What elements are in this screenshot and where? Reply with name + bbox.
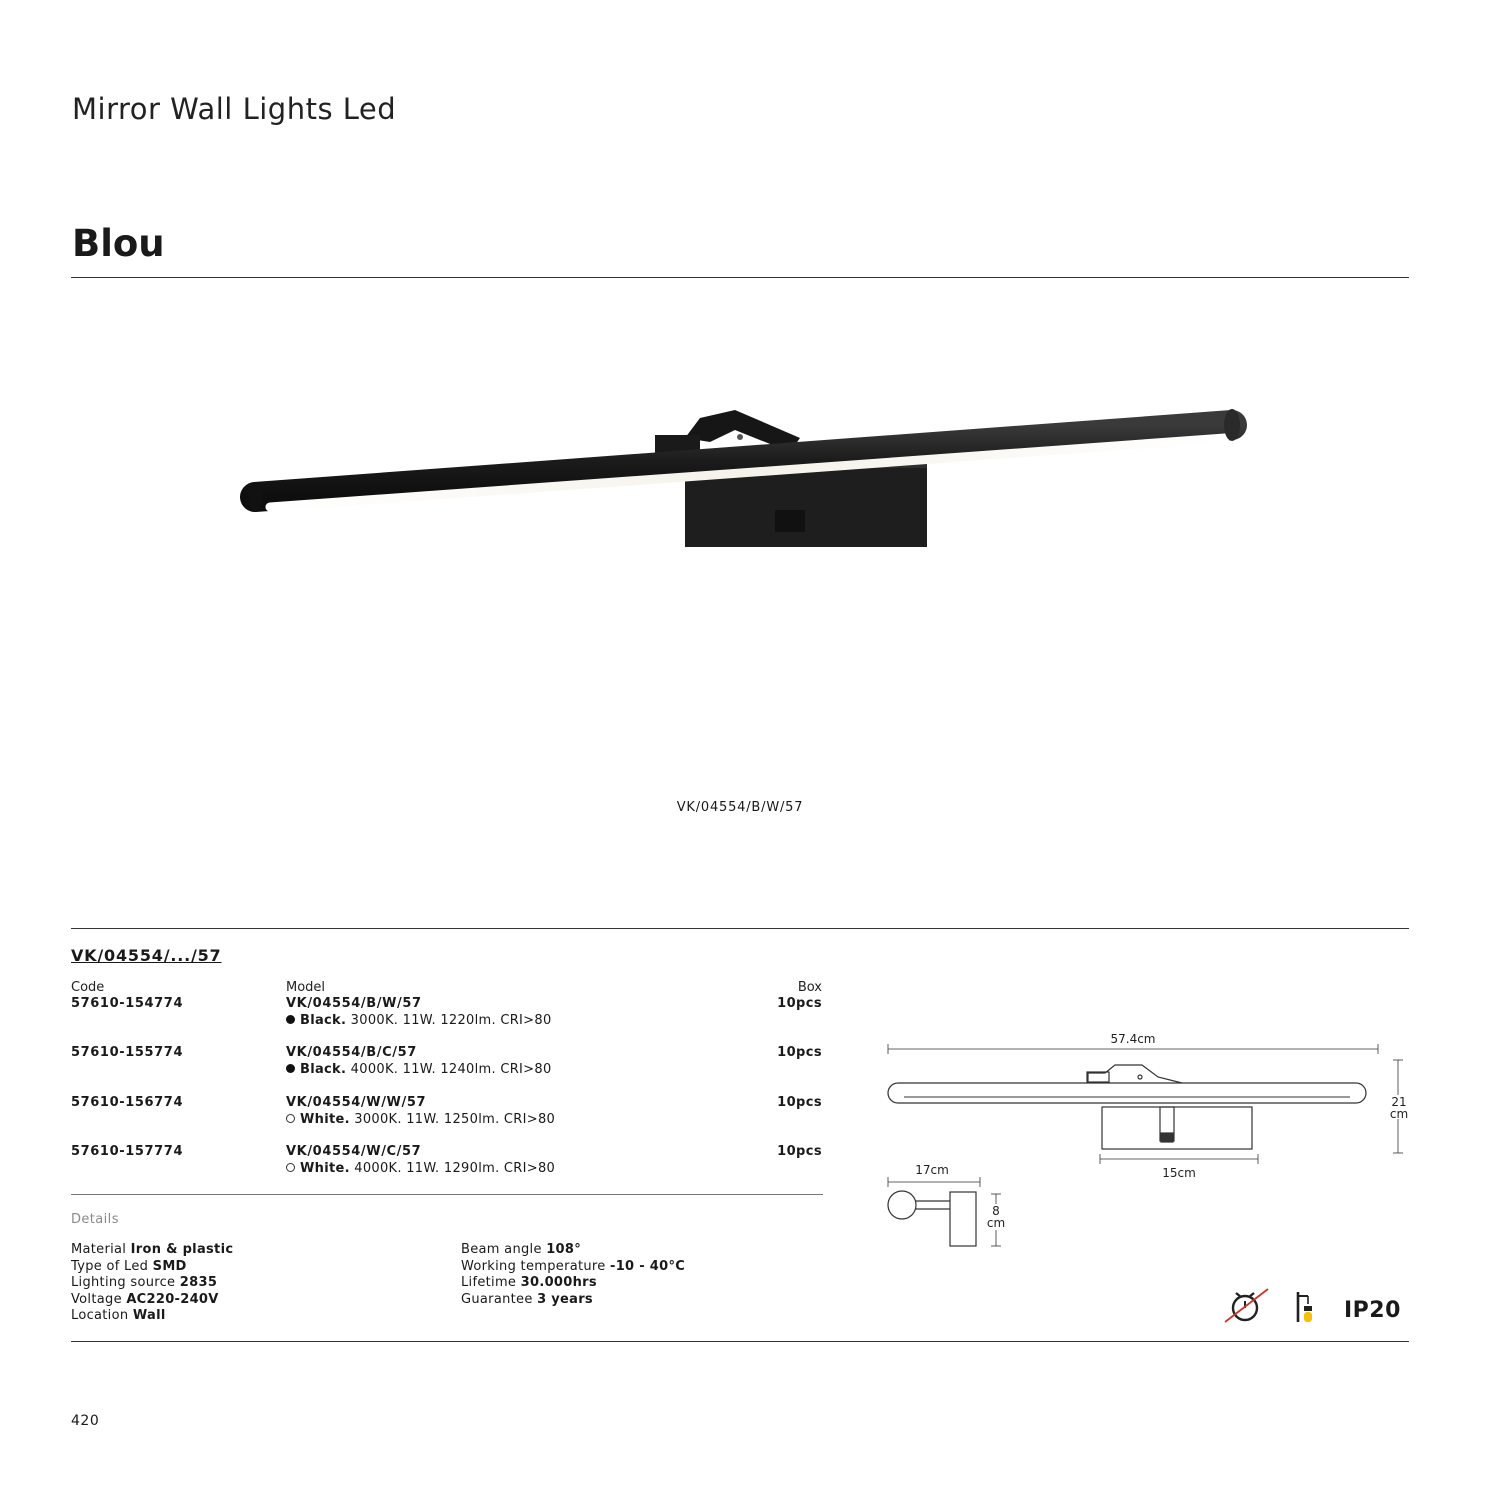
table-row-model: VK/04554/W/W/57 [286,1095,427,1110]
page-number: 420 [71,1413,100,1429]
table-row-code: 57610-155774 [71,1045,184,1060]
color-name: White. [300,1161,350,1176]
details-left-column [71,1242,233,1325]
table-row-box: 10pcs [777,996,822,1011]
light-spec: 4000K. 11W. 1290lm. CRI>80 [354,1161,556,1176]
table-row-description [286,1112,555,1127]
light-spec: 3000K. 11W. 1220lm. CRI>80 [350,1013,552,1028]
dim-base-width-label: 15cm [1162,1166,1196,1180]
no-dimmer-icon [1222,1286,1270,1326]
color-dot-black [286,1015,295,1024]
table-row-model: VK/04554/B/C/57 [286,1045,417,1060]
dim-height-unit: cm [1389,1107,1409,1121]
color-name: Black. [300,1062,347,1077]
series-code: VK/04554/.../57 [71,946,222,965]
details-right-column [461,1242,685,1308]
table-row-code: 57610-154774 [71,996,184,1011]
table-row-box: 10pcs [777,1144,822,1159]
table-bottom-divider [71,1194,823,1195]
dim-base-height-number: 8 [992,1204,1000,1218]
light-spec: 4000K. 11W. 1240lm. CRI>80 [350,1062,552,1077]
spec-location: Location Wall [71,1308,166,1323]
table-row-model: VK/04554/W/C/57 [286,1144,422,1159]
ip-rating: IP20 [1344,1298,1401,1323]
dim-depth-label: 17cm [915,1163,949,1177]
spec-guarantee: Guarantee 3 years [461,1291,593,1307]
table-row-code: 57610-157774 [71,1144,184,1159]
column-header-model: Model [286,980,326,995]
side-dimension-diagram [880,1160,1020,1260]
table-top-divider [71,928,1409,929]
table-row-description [286,1161,555,1176]
light-spec: 3000K. 11W. 1250lm. CRI>80 [354,1112,556,1127]
table-row-model: VK/04554/B/W/57 [286,996,422,1011]
table-row-description [286,1013,552,1028]
spec-led-type: Type of Led SMD [71,1258,187,1274]
column-header-box: Box [797,980,822,995]
table-row-description [286,1062,552,1077]
color-dot-white [286,1163,295,1172]
spec-lighting-source: Lighting source 2835 [71,1275,218,1290]
table-row-box: 10pcs [777,1095,822,1110]
color-name: Black. [300,1013,347,1028]
product-title: Blou [72,222,165,265]
photo-caption: VK/04554/B/W/57 [676,800,804,815]
color-dot-white [286,1114,295,1123]
spec-beam-angle: Beam angle 108° [461,1242,582,1257]
spec-material: Material Iron & plastic [71,1242,234,1257]
details-heading: Details [71,1212,119,1227]
table-row-code: 57610-156774 [71,1095,184,1110]
footer-divider [71,1341,1409,1342]
column-header-code: Code [71,980,105,995]
dim-height-number: 21 [1391,1095,1407,1109]
product-photo [230,390,1260,570]
bulb-icon [1294,1290,1320,1324]
category-title: Mirror Wall Lights Led [72,92,397,126]
dim-base-height-unit: cm [986,1216,1006,1230]
dim-width-label: 57.4cm [1110,1032,1156,1046]
header-divider [71,277,1409,278]
spec-lifetime: Lifetime 30.000hrs [461,1275,597,1290]
spec-working-temperature: Working temperature -10 - 40°C [461,1258,686,1274]
color-dot-black [286,1064,295,1073]
color-name: White. [300,1112,350,1127]
spec-voltage: Voltage AC220-240V [71,1291,219,1307]
table-row-box: 10pcs [777,1045,822,1060]
